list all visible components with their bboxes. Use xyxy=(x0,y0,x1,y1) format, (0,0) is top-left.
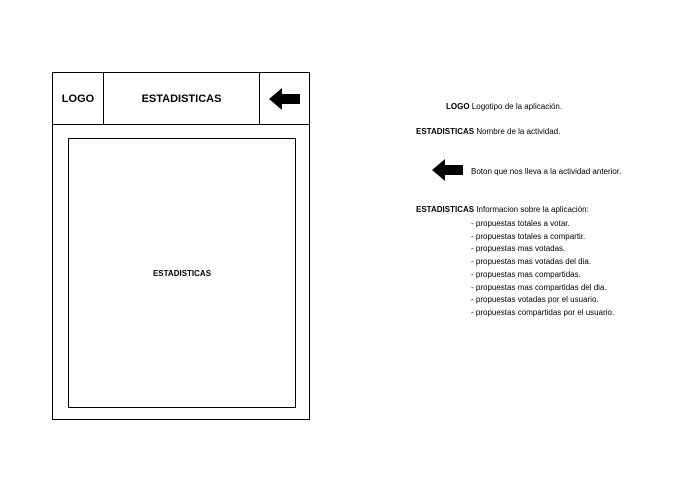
legend-logo xyxy=(446,102,562,112)
mockup-logo: LOGO xyxy=(53,73,104,124)
mockup-content-area: ESTADISTICAS xyxy=(68,138,296,408)
mockup-header xyxy=(53,73,309,125)
list-item: - propuestas mas votadas del dia. xyxy=(471,257,592,267)
legend-logo-desc: Logotipo de la aplicación. xyxy=(471,102,563,111)
app-mockup-frame xyxy=(52,72,310,420)
list-item: - propuestas mas votadas. xyxy=(471,244,566,254)
back-arrow-icon xyxy=(432,158,464,182)
legend-title xyxy=(416,127,560,137)
list-item: - propuestas mas compartidas del dia. xyxy=(471,282,607,292)
legend-back-desc: Boton que nos lleva a la actividad anterior. xyxy=(471,167,622,176)
mockup-back-button[interactable] xyxy=(260,73,309,124)
back-arrow-icon xyxy=(269,87,301,111)
mockup-title: ESTADISTICAS xyxy=(104,73,260,124)
list-item: - propuestas totales a votar. xyxy=(471,219,570,228)
list-item: - propuestas totales a compartir. xyxy=(471,231,586,241)
legend-title-desc: Nombre de la actividad. xyxy=(476,127,561,136)
legend-content-items xyxy=(471,218,614,320)
legend-logo-term: LOGO xyxy=(446,102,470,111)
legend-title-term: ESTADISTICAS xyxy=(416,127,475,136)
legend-content-term: ESTADISTICAS xyxy=(416,205,475,214)
legend-content xyxy=(416,205,589,215)
list-item: - propuestas votadas por el usuario. xyxy=(471,295,599,305)
list-item: - propuestas compartidas por el usuario. xyxy=(471,307,615,317)
legend-content-desc: Informacion sobre la aplicación: xyxy=(476,205,589,214)
list-item: - propuestas mas compartidas. xyxy=(471,269,581,279)
